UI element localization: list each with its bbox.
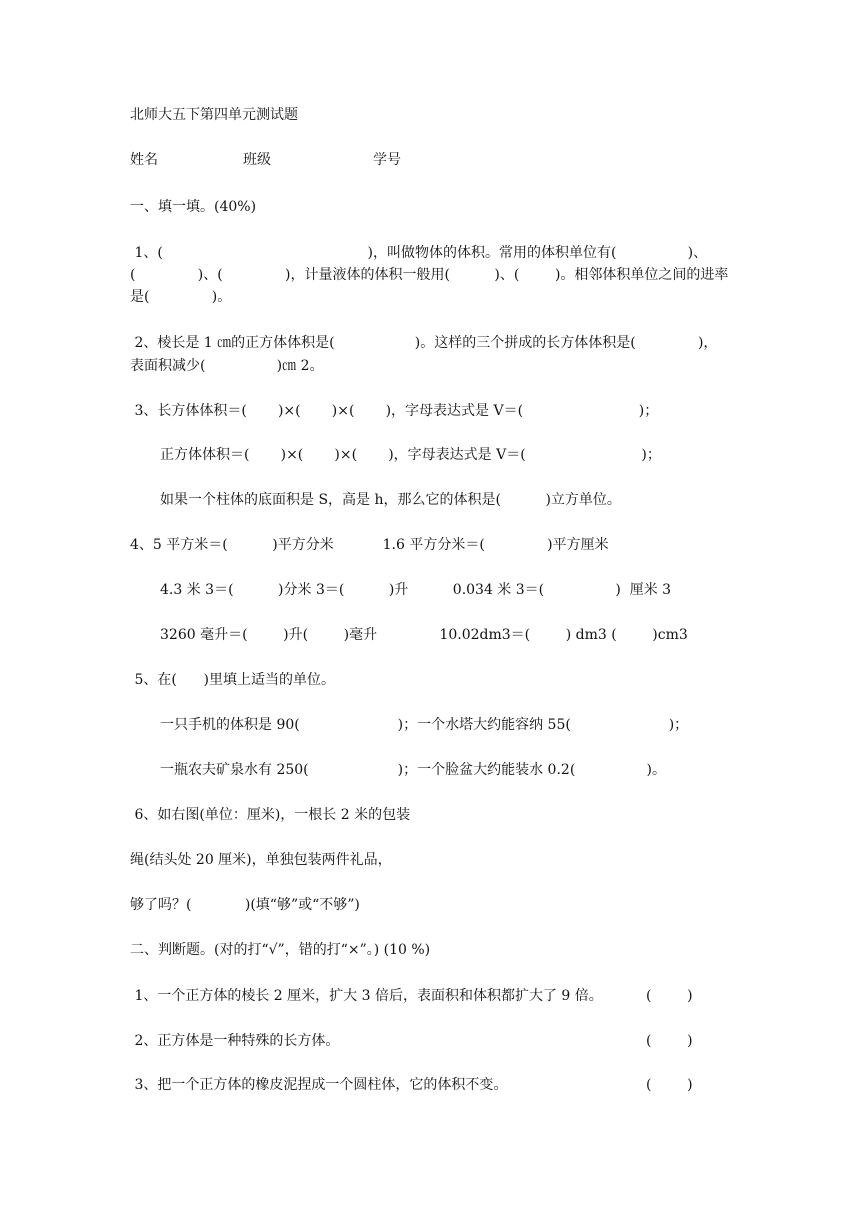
judge-item-3-answer-bracket: ( ) <box>646 1077 693 1093</box>
class-label: 班级 <box>243 152 271 168</box>
student-number-label: 学号 <box>373 152 401 168</box>
judge-item-1-answer-bracket: ( ) <box>646 988 693 1004</box>
q6-line2: 绳(结头处 20 厘米)，单独包装两件礼品， <box>130 852 392 868</box>
q4-line3: 3260 毫升＝( )升( )毫升 10.02dm3＝( ) dm3 ( )cm3 <box>160 627 688 643</box>
q1-line3: 是( )。 <box>130 289 232 305</box>
q3-line3: 如果一个柱体的底面积是 S，高是 h，那么它的体积是( )立方单位。 <box>160 492 621 508</box>
judge-item-3-text: 3、把一个正方体的橡皮泥捏成一个圆柱体，它的体积不变。 <box>130 1077 508 1093</box>
q3-line2: 正方体体积＝( )×( )×( )，字母表达式是 V＝( )； <box>160 447 661 463</box>
name-label: 姓名 <box>130 152 158 168</box>
q4-line2: 4.3 米 3＝( )分米 3＝( )升 0.034 米 3＝( ) 厘米 3 <box>160 582 672 598</box>
page-title: 北师大五下第四单元测试题 <box>130 107 298 123</box>
q1-line1: 1、( )，叫做物体的体积。常用的体积单位有( )、 <box>130 245 708 261</box>
q2-line1: 2、棱长是 1 ㎝的正方体体积是( )。这样的三个拼成的长方体体积是( )， <box>130 335 718 351</box>
q3-line1: 3、长方体体积＝( )×( )×( )，字母表达式是 V＝( )； <box>130 403 659 419</box>
judge-item-2-text: 2、正方体是一种特殊的长方体。 <box>130 1033 340 1049</box>
judge-item-2-answer-bracket: ( ) <box>646 1033 693 1049</box>
q6-line3: 够了吗？( )(填“够”或“不够”) <box>130 897 360 913</box>
judge-item-1-text: 1、一个正方体的棱长 2 厘米，扩大 3 倍后，表面积和体积都扩大了 9 倍。 <box>130 988 603 1004</box>
q5-line1: 5、在( )里填上适当的单位。 <box>130 672 335 688</box>
section1-heading: 一、填一填。(40%) <box>130 199 257 215</box>
q5-line2: 一只手机的体积是 90( )；一个水塔大约能容纳 55( )； <box>160 717 689 733</box>
q4-line1: 4、5 平方米＝( )平方分米 1.6 平方分米＝( )平方厘米 <box>130 537 609 553</box>
q1-line2: ( )、( )，计量液体的体积一般用( )、( )。相邻体积单位之间的进率 <box>130 267 729 283</box>
section2-heading: 二、判断题。(对的打“√”，错的打“×”。) (10 %) <box>130 942 431 958</box>
q5-line3: 一瓶农夫矿泉水有 250( )；一个脸盆大约能装水 0.2( )。 <box>160 762 666 778</box>
q2-line2: 表面积减少( )㎝ 2。 <box>130 358 324 374</box>
q6-line1: 6、如右图(单位：厘米)，一根长 2 米的包装 <box>130 807 411 823</box>
